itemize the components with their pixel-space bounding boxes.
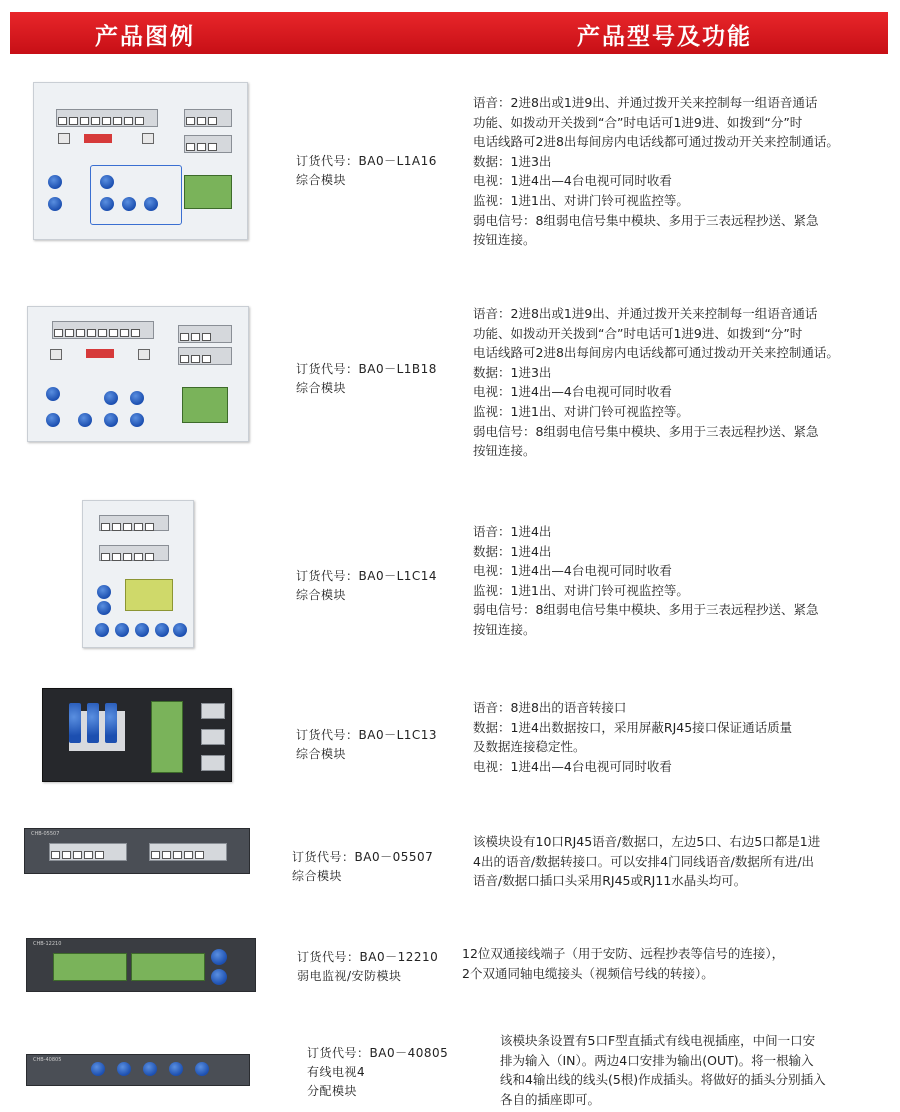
f-connector [97,601,111,615]
rj-port [138,349,150,360]
product-name: 综合模块 [296,381,347,395]
rj45-port-row [178,325,232,343]
desc-line: 按钮连接。 [473,621,536,637]
f-connector [48,197,62,211]
f-connector [173,623,187,637]
order-code-block [297,948,438,986]
product-name: 综合模块 [296,588,347,602]
product-name: 综合模块 [292,869,343,883]
desc-line: 按钮连接。 [473,443,536,459]
order-code: 订货代号：BA0－12210 [297,950,439,964]
product-2-image [27,306,249,442]
coax-connector [211,969,227,985]
rj45-port-row [99,515,169,531]
f-connector [135,623,149,637]
desc-line: 该模块设有10口RJ45语音/数据口，左边5口、右边5口都是1进 [473,834,821,849]
rj-port [50,349,62,360]
f-connector [130,391,144,405]
desc-line: 排为输入（IN）。两边4口安排为输出(OUT)。将一根输入 [500,1052,814,1068]
f-connector [104,413,118,427]
terminal-block [53,953,127,981]
f-connector [122,197,136,211]
product-name: 弱电监视/安防模块 [297,969,402,983]
f-connector [143,1062,157,1076]
rj45-port-row [149,843,227,861]
desc-line: 语音：2进8出或1进9出、并通过拨开关来控制每一组语音通话 [473,95,818,110]
desc-line: 电视：1进4出—4台电视可同时收看 [473,384,672,400]
order-code: 订货代号：BA0－05507 [292,850,434,864]
rj45-port-row [49,843,127,861]
order-code-block [307,1044,448,1101]
strip-label: CHB-12210 [33,941,62,947]
strip-label: CHB-05507 [31,831,60,837]
order-code: 订货代号：BA0－L1B18 [296,362,437,376]
coax-splitter [87,703,99,743]
rj-port [142,133,154,144]
desc-line: 2个双通同轴电缆接头（视频信号线的转接）。 [462,965,714,981]
f-connector [46,387,60,401]
coax-connector [211,949,227,965]
tv-splitter-box [90,165,182,225]
desc-line: 功能、如拨动开关拨到“合”时电话可1进9进、如拨到“分”时 [473,325,803,341]
product-description [473,832,820,891]
product-description [473,698,792,776]
rj45-port-row [56,109,158,127]
desc-line: 4出的语音/数据转接口。可以安排4门同线语音/数据所有进/出 [473,853,815,869]
header-left-title: 产品图例 [95,24,195,50]
desc-line: 监视：1进1出、对讲门铃可视监控等。 [473,403,689,419]
f-connector [115,623,129,637]
desc-line: 各自的插座即可。 [500,1091,601,1107]
product-3-image [82,500,194,648]
coax-splitter [105,703,117,743]
f-connector [95,623,109,637]
order-code: 订货代号：BA0－L1C14 [296,569,438,583]
order-code-block [296,360,437,398]
product-1-image [33,82,248,240]
order-code: 订货代号：BA0－40805 [307,1046,449,1060]
terminal-block [151,701,183,773]
f-connector [155,623,169,637]
desc-line: 弱电信号：8组弱电信号集中模块、多用于三表远程抄送、紧急 [473,602,819,618]
coax-splitter [69,703,81,743]
product-7-image [26,1054,250,1086]
desc-line: 数据：1进3出 [473,153,552,169]
f-connector [195,1062,209,1076]
product-6-image [26,938,256,992]
rj45-port-row [184,109,232,127]
terminal-block [184,175,232,209]
desc-line: 电视：1进4出—4台电视可同时收看 [473,563,672,579]
rj45-port-row [99,545,169,561]
desc-line: 按钮连接。 [473,232,536,248]
f-connector [100,197,114,211]
dip-switch [86,349,114,358]
terminal-block [125,579,173,611]
product-description [500,1031,826,1109]
desc-line: 电话线路可2进8出每间房内电话线都可通过拨动开关来控制通话。 [473,134,839,150]
product-description [462,944,784,983]
f-connector [97,585,111,599]
f-connector [130,413,144,427]
desc-line: 语音：1进4出 [473,524,552,539]
order-code-block [296,567,437,605]
product-4-image [42,688,232,782]
desc-line: 弱电信号：8组弱电信号集中模块、多用于三表远程抄送、紧急 [473,212,819,228]
f-connector [78,413,92,427]
rj45-port-row [178,347,232,365]
product-description [473,93,839,250]
strip-label: CHB-40805 [33,1057,62,1063]
rj45-port-row [184,135,232,153]
desc-line: 电视：1进4出—4台电视可同时收看 [473,758,672,774]
desc-line: 语音/数据口插口头采用RJ45或RJ11水晶头均可。 [473,873,747,889]
desc-line: 弱电信号：8组弱电信号集中模块、多用于三表远程抄送、紧急 [473,423,819,439]
order-code: 订货代号：BA0－L1A16 [296,154,437,168]
product-name-line2: 分配模块 [307,1084,358,1098]
f-connector [169,1062,183,1076]
order-code-block [292,848,433,886]
desc-line: 语音：2进8出或1进9出、并通过拨开关来控制每一组语音通话 [473,306,818,321]
product-description [473,304,839,461]
product-description [473,522,818,640]
header-bar [10,12,888,54]
product-5-image [24,828,250,874]
rj45-port [201,729,225,745]
terminal-block [131,953,205,981]
terminal-block [182,387,228,423]
rj45-port-row [52,321,154,339]
desc-line: 数据：1进4出数据按口，采用屏蔽RJ45接口保证通话质量 [473,719,793,735]
f-connector [144,197,158,211]
desc-line: 数据：1进3出 [473,364,552,380]
header-right-title: 产品型号及功能 [577,24,752,50]
desc-line: 电视：1进4出—4台电视可同时收看 [473,173,672,189]
desc-line: 线和4输出线的线头(5根)作成插头。将做好的插头分别插入 [500,1072,826,1088]
rj-port [58,133,70,144]
desc-line: 监视：1进1出、对讲门铃可视监控等。 [473,582,689,598]
f-connector [117,1062,131,1076]
rj45-port [201,703,225,719]
order-code-block [296,726,437,764]
desc-line: 数据：1进4出 [473,543,552,559]
desc-line: 12位双通接线端子（用于安防、远程抄表等信号的连接）， [462,946,785,961]
product-name: 有线电视4 [307,1065,366,1079]
desc-line: 监视：1进1出、对讲门铃可视监控等。 [473,192,689,208]
dip-switch [84,134,112,143]
desc-line: 该模块条设置有5口F型直插式有线电视插座，中间一口安 [500,1033,816,1048]
desc-line: 功能、如拨动开关拨到“合”时电话可1进9进、如拨到“分”时 [473,114,803,130]
desc-line: 电话线路可2进8出每间房内电话线都可通过拨动开关来控制通话。 [473,345,839,361]
f-connector [100,175,114,189]
f-connector [46,413,60,427]
f-connector [91,1062,105,1076]
order-code-block [296,152,437,190]
desc-line: 语音：8进8出的语音转接口 [473,700,627,715]
rj45-port [201,755,225,771]
f-connector [104,391,118,405]
product-name: 综合模块 [296,173,347,187]
order-code: 订货代号：BA0－L1C13 [296,728,438,742]
desc-line: 及数据连接稳定性。 [473,739,586,755]
f-connector [48,175,62,189]
product-name: 综合模块 [296,747,347,761]
